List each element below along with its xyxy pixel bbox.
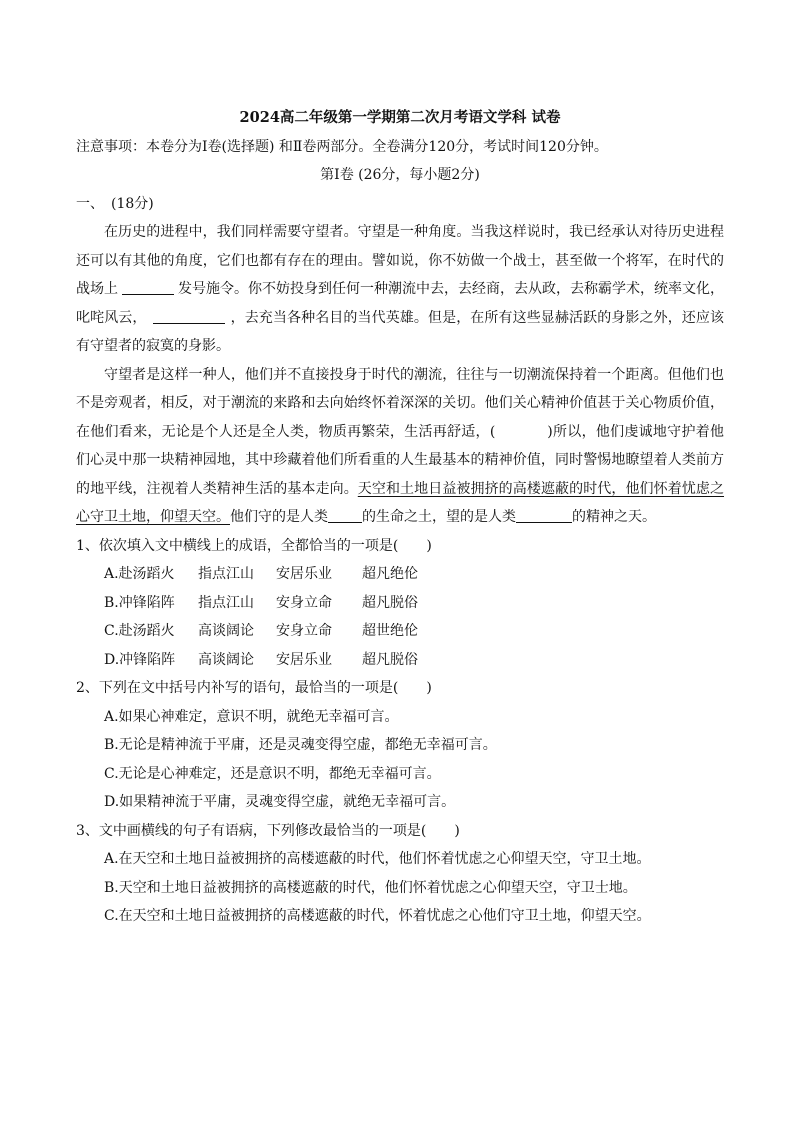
question-2-option-d[interactable]: D.如果精神流于平庸，灵魂变得空虚，就绝无幸福可言。 bbox=[104, 794, 456, 810]
notice: 注意事项：本卷分为Ⅰ卷(选择题) 和Ⅱ卷两部分。全卷满分120分，考试时间120分钟。 bbox=[76, 138, 608, 155]
option-word: 安居乐业 bbox=[276, 651, 332, 668]
question-2-option-c[interactable]: C.无论是心神难定，还是意识不明，都绝无幸福可言。 bbox=[104, 765, 441, 782]
option-word: D.冲锋陷阵 bbox=[104, 651, 176, 668]
option-word: 超世绝伦 bbox=[362, 623, 418, 639]
question-2-stem: 2、下列在文中括号内补写的语句，最恰当的一项是( ) bbox=[76, 680, 432, 696]
option-word: 安居乐业 bbox=[276, 566, 332, 582]
fill-blank-3 bbox=[328, 506, 362, 523]
option-word: 安身立命 bbox=[276, 594, 332, 611]
para1-text-b: 发号施令。你不妨投身到任何一种潮流中去，去经商，去从政，去称霸学术，统率文化，叱咤风云， bbox=[76, 281, 724, 326]
option-word: 指点江山 bbox=[198, 566, 254, 582]
underlined-sentence: 天空和土地日益被拥挤的高楼遮蔽的时代，他们怀着忧虑之心守卫土地，仰望天空。 bbox=[76, 480, 725, 525]
para2-text-c: 他们守的是人类 bbox=[230, 509, 328, 525]
para2-text-d: 的生命之土，望的是人类 bbox=[362, 509, 516, 525]
option-word: 指点江山 bbox=[198, 594, 254, 611]
question-1-option-d[interactable] bbox=[104, 646, 724, 675]
part-heading: 一、 (18分) bbox=[76, 195, 154, 212]
option-word: 超凡绝伦 bbox=[362, 566, 418, 582]
question-3-option-c[interactable]: C.在天空和土地日益被拥挤的高楼遮蔽的时代，怀着忧虑之心他们守卫土地，仰望天空。 bbox=[104, 908, 651, 924]
passage-paragraph-2 bbox=[76, 361, 724, 532]
option-word: 超凡脱俗 bbox=[362, 594, 418, 611]
para2-text-a: 守望者是这样一种人，他们并不直接投身于时代的潮流，往往与一切潮流保持着一个距离。但他们也不是旁观者，相反，对于潮流的来路和去向始终怀着深深的关切。他们关心精神价值甚于关心物质价值，在他们看来，无论是个人还是全人类，物质再繁荣，生活再舒适，( bbox=[76, 366, 724, 440]
question-1-option-b[interactable] bbox=[104, 589, 724, 618]
fill-blank-4b bbox=[544, 506, 572, 523]
option-word: B.冲锋陷阵 bbox=[104, 594, 175, 611]
para1-text-a: 在历史的进程中，我们同样需要守望者。守望是一种角度。当我这样说时，我已经承认对待历史进程还可以有其他的角度，它们也都有存在的理由。譬如说，你不妨做一个战士，甚至做一个将军，在时代的战场上 bbox=[76, 224, 724, 297]
para2-text-e: 的精神之天。 bbox=[572, 509, 656, 525]
option-word: 安身立命 bbox=[276, 623, 332, 639]
page-title: 2024高二年级第一学期第二次月考语文学科 试卷 bbox=[239, 109, 561, 126]
option-word: 超凡脱俗 bbox=[362, 651, 418, 668]
question-3-stem: 3、文中画横线的句子有语病，下列修改最恰当的一项是( ) bbox=[76, 822, 460, 839]
option-word: A.赴汤蹈火 bbox=[104, 566, 175, 582]
question-1-stem: 1、依次填入文中横线上的成语，全都恰当的一项是( ) bbox=[76, 537, 432, 554]
fill-blank-4a bbox=[516, 506, 544, 523]
fill-blank-2 bbox=[153, 307, 225, 324]
section-title: 第Ⅰ卷 (26分，每小题2分) bbox=[320, 167, 480, 183]
question-2-option-a[interactable]: A.如果心神难定，意识不明，就绝无幸福可言。 bbox=[104, 708, 399, 725]
para1-text-c: ，去充当各种名目的当代英雄。但是，在所有这些显赫活跃的身影之外，还应该有守望者的寂寞的身影。 bbox=[76, 309, 724, 354]
question-1-option-c[interactable] bbox=[104, 617, 724, 646]
para2-text-b: )所以，他们虔诚地守护着他们心灵中那一块精神园地，其中珍藏着他们所看重的人生最基本的精神价值，同时警惕地瞭望着人类前方的地平线，注视着人类精神生活的基本走向。 bbox=[76, 423, 724, 497]
fill-blank-1 bbox=[122, 278, 174, 295]
question-3-option-b[interactable]: B.天空和土地日益被拥挤的高楼遮蔽的时代，他们怀着忧虑之心仰望天空，守卫士地。 bbox=[104, 879, 637, 896]
question-3-option-a[interactable]: A.在天空和土地日益被拥挤的高楼遮蔽的时代，他们怀着忧虑之心仰望天空，守卫土地。 bbox=[104, 851, 651, 867]
option-word: 高谈阔论 bbox=[198, 651, 254, 668]
question-2-option-b[interactable]: B.无论是精神流于平庸，还是灵魂变得空虚，都绝无幸福可言。 bbox=[104, 737, 497, 753]
passage-paragraph-1 bbox=[76, 218, 724, 361]
option-word: 高谈阔论 bbox=[198, 623, 254, 639]
option-word: C.赴汤蹈火 bbox=[104, 623, 175, 639]
question-1-option-a[interactable] bbox=[104, 560, 724, 589]
